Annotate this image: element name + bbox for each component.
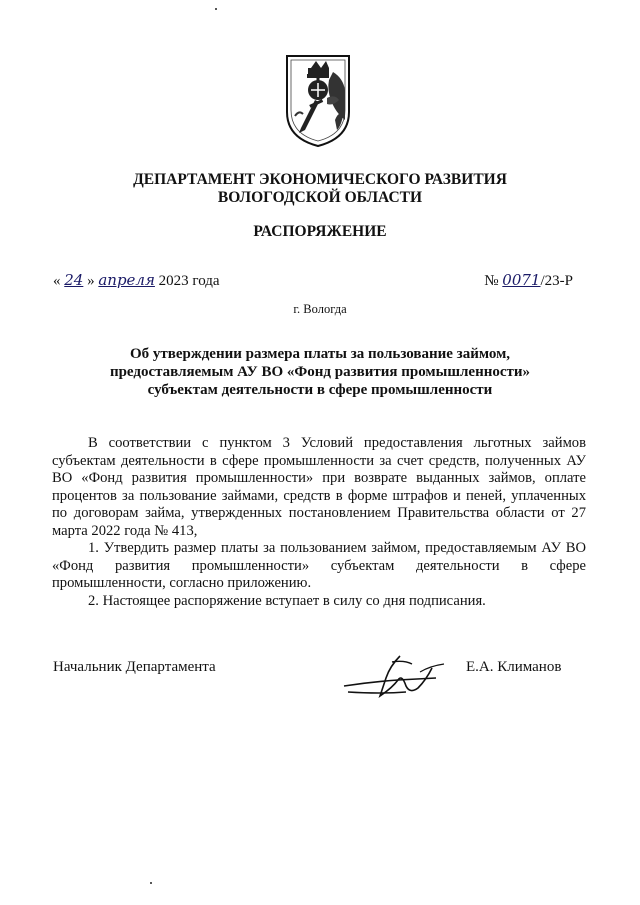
scan-speck [150, 882, 152, 884]
title-line2: предоставляемым АУ ВО «Фонд развития промышленности» [109, 364, 531, 380]
document-body [52, 435, 586, 610]
coat-of-arms-icon [283, 50, 353, 150]
date-year: 2023 года [158, 273, 220, 289]
date-month: апреля [98, 271, 155, 289]
document-number [484, 271, 573, 290]
date-quote-close: » [87, 273, 95, 289]
scan-speck [215, 8, 217, 10]
org-name-line2: ВОЛОГОДСКОЙ ОБЛАСТИ [217, 189, 423, 206]
date-quote-open: « [53, 273, 61, 289]
body-paragraph-preamble: В соответствии с пунктом 3 Условий предоставления льготных займов субъектам деятельности в сфере промышленности за счет средств, полученных АУ ВО «Фонд развития промышленности» при возврате выданных займов, оплате процентов за пользование займами, средств в форме штрафов и пеней, уплаченных по договорам займа, утвержденных постановлением Правительства области от 27 марта 2022 года № 413, [52, 435, 586, 539]
number-suffix: /23-Р [540, 273, 573, 289]
document-date [53, 271, 220, 290]
document-type: РАСПОРЯЖЕНИЕ [253, 223, 387, 240]
number-handwritten: 0071 [502, 271, 541, 289]
title-line1: Об утверждении размера платы за пользование займом, [129, 346, 511, 362]
handwritten-signature [340, 652, 450, 700]
signatory-role: Начальник Департамента [53, 659, 216, 675]
document-title [0, 345, 640, 399]
date-day: 24 [64, 271, 84, 289]
body-paragraph-item1: 1. Утвердить размер платы за пользованием займом, предоставляемым АУ ВО «Фонд развития промышленности» субъектам деятельности в сфере промышленности, согласно приложению. [52, 540, 586, 591]
signatory-name: Е.А. Климанов [466, 659, 562, 675]
body-paragraph-item2: 2. Настоящее распоряжение вступает в силу со дня подписания. [88, 592, 486, 609]
city: г. Вологда [293, 302, 347, 316]
number-prefix: № [484, 273, 499, 289]
title-line3: субъектам деятельности в сфере промышленности [147, 382, 493, 398]
org-name-line1: ДЕПАРТАМЕНТ ЭКОНОМИЧЕСКОГО РАЗВИТИЯ [133, 171, 507, 188]
